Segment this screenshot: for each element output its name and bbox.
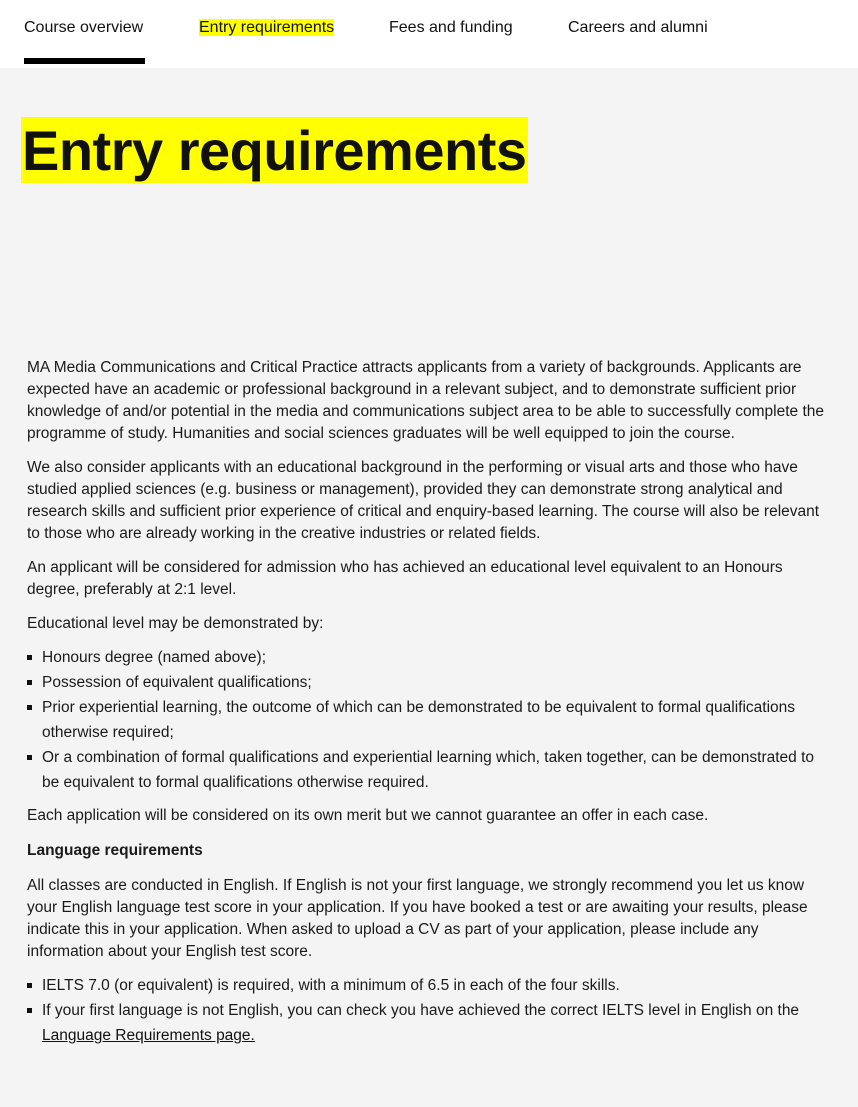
- intro-paragraph: MA Media Communications and Critical Practice attracts applicants from a variety of backgrounds. Applicants are expected have an academic or professional background in a relevant subject, and to demonstrate sufficient prior knowledge of and/or potential in the media and communications subject area to be able to successfully complete the programme of study. Humanities and social sciences graduates will be well equipped to join the course.: [27, 359, 825, 442]
- tab-fees-and-funding[interactable]: Fees and funding: [389, 19, 513, 36]
- tab-careers-and-alumni[interactable]: Careers and alumni: [568, 19, 708, 36]
- bullet-icon: [27, 755, 32, 760]
- bullet-icon: [27, 705, 32, 710]
- tab-entry-requirements[interactable]: [199, 18, 334, 38]
- background-paragraph: We also consider applicants with an educational background in the performing or visual arts and those who have studied applied sciences (e.g. business or management), provided they can demonstrate strong analytical and research skills and sufficient prior experience of critical and enquiry-based learning. The course will also be relevant to those who are already working in the creative industries or related fields.: [27, 459, 820, 542]
- list-item: Honours degree (named above);: [27, 645, 827, 670]
- tab-navigation: [0, 0, 858, 68]
- list-item: Possession of equivalent qualifications;: [27, 670, 827, 695]
- bullet-icon: [27, 1008, 32, 1013]
- merit-paragraph: Each application will be considered on its own merit but we cannot guarantee an offer in each case.: [27, 807, 709, 824]
- page-title: Entry requirements: [22, 119, 527, 182]
- list-item: Prior experiential learning, the outcome of which can be demonstrated to be equivalent to formal qualifications otherwise required;: [27, 695, 827, 745]
- educational-level-list: [27, 645, 827, 795]
- list-item: Or a combination of formal qualifications and experiential learning which, taken together, can be demonstrated to be equivalent to formal qualifications otherwise required.: [27, 745, 827, 795]
- bullet-icon: [27, 983, 32, 988]
- bullet-icon: [27, 680, 32, 685]
- language-requirements-link[interactable]: Language Requirements page.: [42, 1027, 255, 1044]
- tab-course-overview[interactable]: Course overview: [24, 19, 144, 36]
- language-requirements-heading: Language requirements: [27, 842, 203, 859]
- educational-level-paragraph: Educational level may be demonstrated by:: [27, 615, 324, 632]
- list-item: If your first language is not English, you can check you have achieved the correct IELTS level in English on the Language Requirements page.: [27, 998, 827, 1048]
- tab-entry-requirements-label: Entry requirements: [199, 19, 335, 36]
- language-list: [27, 973, 827, 1048]
- active-tab-indicator: [24, 58, 145, 64]
- admission-paragraph: An applicant will be considered for admission who has achieved an educational level equivalent to an Honours degree, preferably at 2:1 level.: [27, 559, 783, 598]
- list-item: IELTS 7.0 (or equivalent) is required, with a minimum of 6.5 in each of the four skills.: [27, 973, 827, 998]
- bullet-icon: [27, 655, 32, 660]
- language-paragraph: All classes are conducted in English. If English is not your first language, we strongly recommend you let us know your English language test score in your application. If you have booked a test or are awaiting your results, please indicate this in your application. When asked to upload a CV as part of your application, please include any information about your English test score.: [27, 877, 808, 960]
- entry-requirements-content: [27, 357, 827, 1058]
